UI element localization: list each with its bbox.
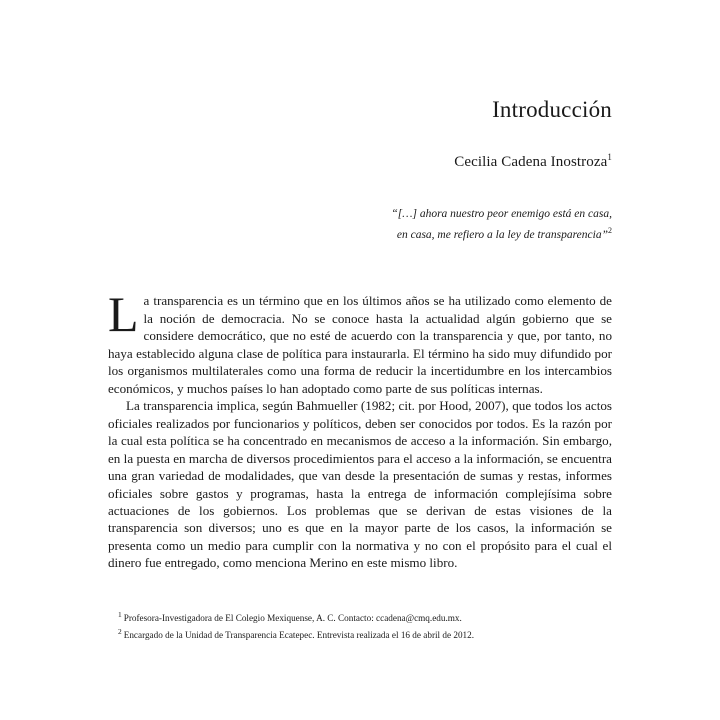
footnotes	[108, 609, 612, 642]
paragraph-1	[108, 286, 612, 397]
author-byline	[108, 152, 612, 171]
footnote-1-number: 1	[118, 610, 122, 620]
epigraph-footnote-marker: 2	[608, 225, 612, 235]
epigraph	[108, 205, 612, 245]
author-footnote-marker: 1	[607, 151, 612, 162]
drop-cap: L	[108, 286, 139, 343]
author-name: Cecilia Cadena Inostroza	[454, 153, 608, 170]
epigraph-line-1: “[…] ahora nuestro peor enemigo está en casa,	[391, 207, 612, 220]
footnote-2-number: 2	[118, 626, 122, 636]
paragraph-1-text: a transparencia es un término que en los últimos años se ha utilizado como elemento de la noción de democracia. No se conoce hasta la actualidad algún gobierno que se considere democrático, que no esté de acuerdo con la transparencia y que, por tanto, no haya establecido alguna clase de política para instaurarla. El término ha sido muy difundido por los organismos multilaterales como una forma de reducir la incertidumbre en los intercambios económicos, y muchos países lo han adoptado como parte de sus políticas internas.	[108, 293, 612, 396]
footnote-1-text: Profesora-Investigadora de El Colegio Mexiquense, A. C. Contacto: ccadena@cmq.edu.mx.	[123, 613, 462, 624]
epigraph-line-2: en casa, me refiero a la ley de transparencia”	[396, 228, 608, 241]
body-text	[108, 286, 612, 572]
epigraph-line-2-wrapper	[108, 224, 612, 245]
footnote-1	[108, 609, 612, 625]
footnote-2-text: Encargado de la Unidad de Transparencia Ecatepec. Entrevista realizada el 16 de abril de 2012.	[123, 629, 475, 640]
paragraph-2: La transparencia implica, según Bahmueller (1982; cit. por Hood, 2007), que todos los actos oficiales realizados por funcionarios y políticos, deben ser conocidos por todos. Es la razón por la cual esta política se ha concentrado en mecanismos de acceso a la información. Sin embargo, en la puesta en marcha de diversos procedimientos para el acceso a la información, se encuentra una gran variedad de modalidades, que van desde la presentación de sumas y restas, informes oficiales sobre gastos y programas, hasta la entrega de información complejísima sobre actuaciones de los gobiernos. Los problemas que se derivan de estas visiones de la transparencia son diversos; uno es que en la mayor parte de los casos, la información se presenta como un medio para cumplir con la normativa y no con el propósito para el cual el dinero fue entregado, como menciona Merino en este mismo libro.	[108, 398, 612, 571]
footnote-2	[108, 626, 612, 642]
page-title: Introducción	[492, 97, 612, 122]
